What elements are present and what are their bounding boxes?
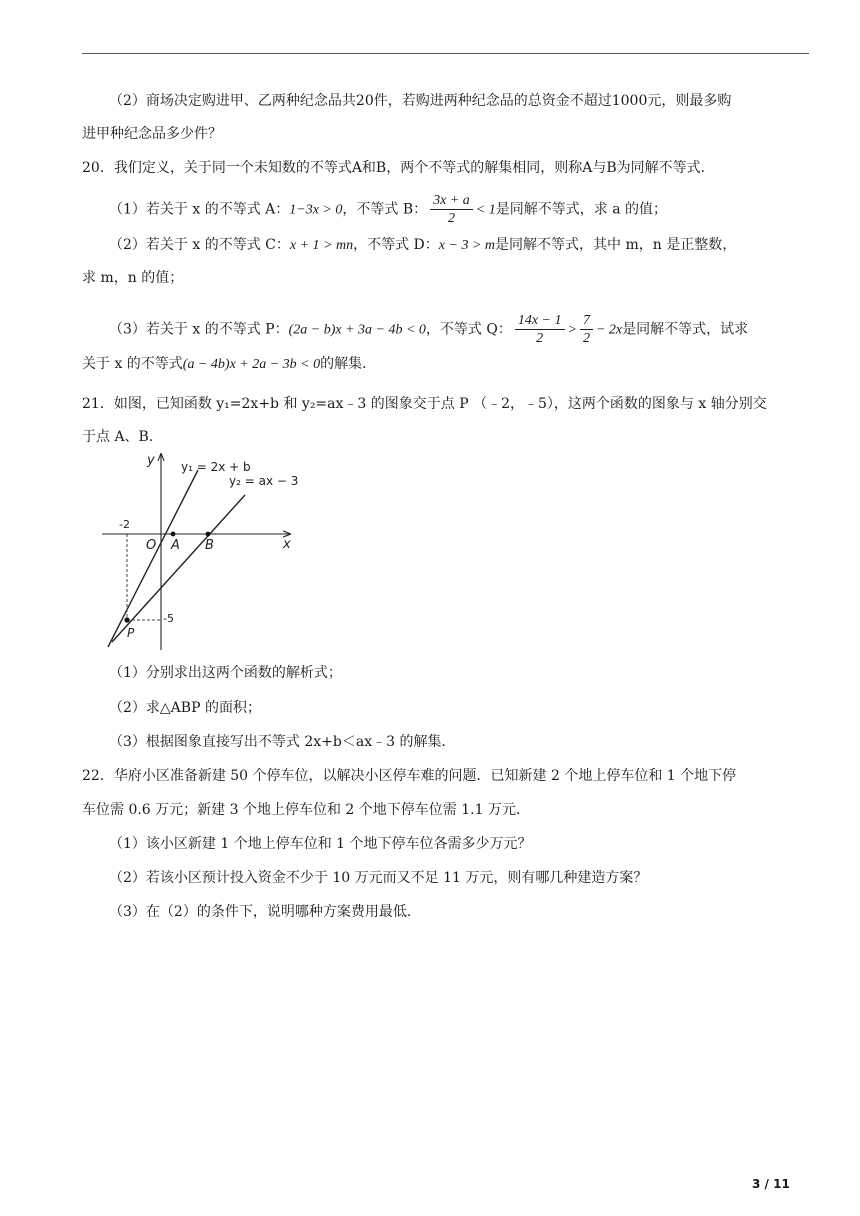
q21-part1: （1）分别求出这两个函数的解析式；: [109, 665, 342, 681]
point-b-label: B: [205, 538, 214, 553]
tick-x-label: -2: [119, 518, 130, 531]
q20-p1-text: （1）若关于 x 的不等式 A：: [109, 201, 290, 218]
line-y2-label: y₂ = ax − 3: [229, 474, 298, 488]
q22-stem-line2: 车位需 0.6 万元；新建 3 个地上停车位和 2 个地下停车位需 1.1 万元．: [82, 802, 530, 818]
q22-stem-line1: 22．华府小区准备新建 50 个停车位，以解决小区停车难的问题．已知新建 2 个地上停车位和 1 个地下停: [82, 768, 737, 784]
point-p-dot: [124, 617, 129, 622]
q20-p3-text2: ，不等式 Q：: [425, 321, 512, 338]
fraction-b: [430, 192, 473, 227]
page-number: 3 / 11: [752, 1177, 790, 1191]
fraction-q-right: [580, 312, 593, 347]
tick-y-label: -5: [163, 612, 174, 625]
fraction-q-left-den: 2: [536, 331, 544, 346]
fraction-b-den: 2: [447, 211, 455, 226]
header-rule: [82, 53, 809, 54]
inequality-p: (2a − b)x + 3a − 4b < 0: [288, 322, 426, 338]
q20-p3-line2-text2: 的解集．: [320, 356, 377, 372]
q20-part3-line2: [82, 353, 376, 376]
q22-part3: （3）在（2）的条件下，说明哪种方案费用最低．: [109, 904, 421, 920]
fraction-q-left-num: 14x − 1: [515, 312, 565, 330]
q21-function-graph: [98, 450, 298, 650]
q21-part2: （2）求△ABP 的面积；: [109, 700, 261, 716]
origin-label: O: [146, 538, 157, 553]
q21-stem-line1: 21．如图，已知函数 y₁=2x+b 和 y₂=ax﹣3 的图象交于点 P （﹣2，﹣5），这两个函数的图象与 x 轴分别交: [82, 396, 767, 412]
q20-p3-text: （3）若关于 x 的不等式 P：: [109, 321, 289, 338]
x-axis-label: x: [283, 537, 291, 552]
q20-p2-text: （2）若关于 x 的不等式 C：: [109, 237, 290, 253]
inequality-d: x − 3 > m: [438, 238, 495, 253]
line-y2: [112, 495, 245, 642]
q20-p2-text2: ，不等式 D：: [353, 237, 439, 253]
q20-part1: [109, 192, 667, 227]
greater-than-sign: >: [567, 322, 577, 338]
q20-stem: 20．我们定义，关于同一个未知数的不等式A和B，两个不等式的解集相同，则称A与B为同解不等式．: [82, 160, 715, 176]
inequality-q-tail: − 2x: [595, 322, 623, 338]
q20-part2-line2: 求 m，n 的值；: [82, 270, 184, 286]
target-inequality: (a − 4b)x + 2a − 3b < 0: [182, 357, 321, 372]
point-a-dot: [171, 532, 176, 537]
q21-stem-line2: 于点 A、B．: [82, 429, 163, 445]
q20-part2: [109, 234, 736, 257]
q19-part2-line2: 进甲种纪念品多少件？: [82, 126, 222, 142]
fraction-q-right-den: 2: [582, 331, 590, 346]
fraction-q-right-num: 7: [580, 312, 593, 330]
point-p-label: P: [127, 626, 135, 640]
q21-part3: （3）根据图象直接写出不等式 2x+b＜ax﹣3 的解集．: [109, 734, 456, 750]
line-y1-label: y₁ = 2x + b: [181, 460, 251, 474]
q20-p2-text3: 是同解不等式，其中 m，n 是正整数，: [495, 237, 737, 253]
point-a-label: A: [171, 538, 180, 553]
q20-p3-text3: 是同解不等式，试求: [622, 321, 749, 338]
q20-p1-text3: 是同解不等式，求 a 的值；: [495, 201, 667, 218]
y-axis-label: y: [147, 453, 155, 468]
fraction-b-num: 3x + a: [430, 192, 473, 210]
point-b-dot: [206, 532, 211, 537]
inequality-c: x + 1 > mn: [289, 238, 354, 253]
inequality-a: 1−3x > 0: [289, 202, 343, 218]
q20-p3-line2-text: 关于 x 的不等式: [82, 356, 183, 372]
fraction-q-left: [515, 312, 565, 347]
q22-part1: （1）该小区新建 1 个地上停车位和 1 个地下停车位各需多少万元？: [109, 836, 532, 852]
q20-part3: [109, 312, 748, 347]
q19-part2-line1: （2）商场决定购进甲、乙两种纪念品共20件，若购进两种纪念品的总资金不超过1000元，则最多购: [109, 93, 732, 109]
q20-p1-text2: ，不等式 B：: [342, 201, 428, 218]
q22-part2: （2）若该小区预计投入资金不少于 10 万元而又不足 11 万元，则有哪几种建造方案？: [109, 870, 648, 886]
inequality-b-tail: < 1: [475, 202, 496, 218]
